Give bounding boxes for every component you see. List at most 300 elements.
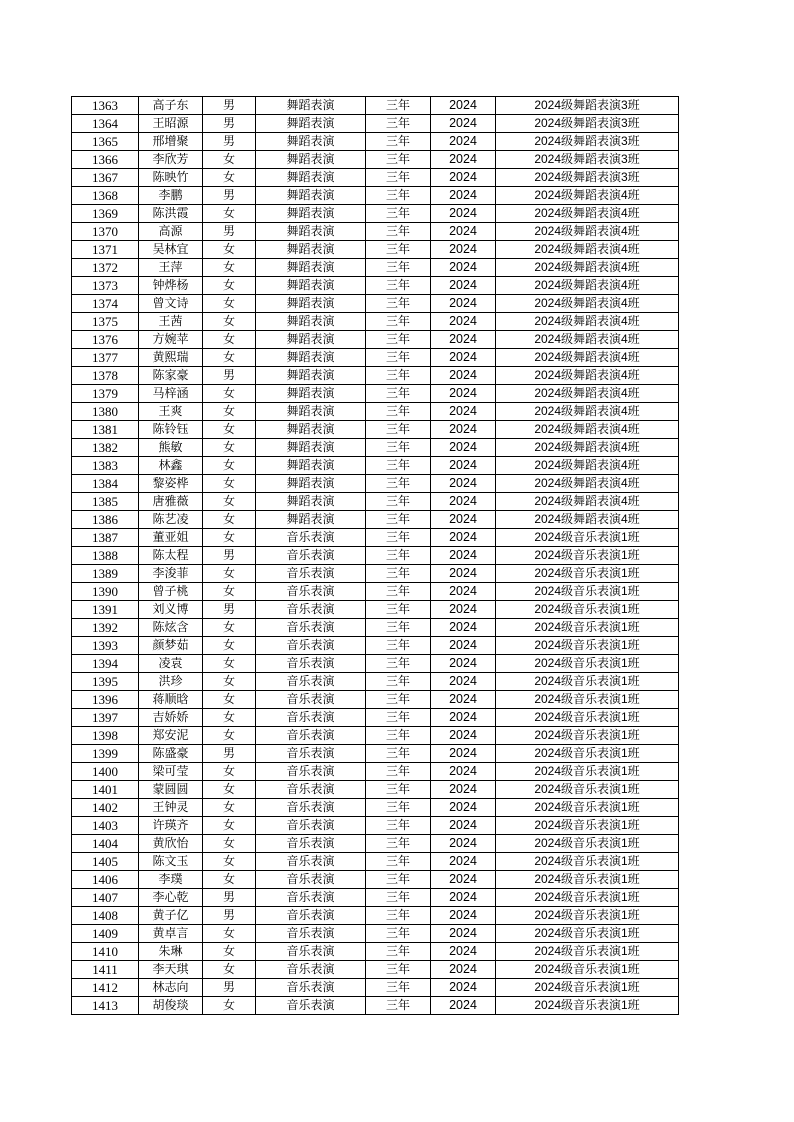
cell-year: 2024 xyxy=(431,331,496,349)
cell-number: 1402 xyxy=(72,799,139,817)
cell-number: 1372 xyxy=(72,259,139,277)
cell-year: 2024 xyxy=(431,763,496,781)
cell-duration: 三年 xyxy=(366,637,431,655)
cell-year: 2024 xyxy=(431,385,496,403)
cell-duration: 三年 xyxy=(366,97,431,115)
cell-major: 舞蹈表演 xyxy=(256,349,366,367)
table-row xyxy=(72,133,679,151)
cell-name: 朱琳 xyxy=(139,943,203,961)
table-row xyxy=(72,331,679,349)
cell-duration: 三年 xyxy=(366,511,431,529)
cell-duration: 三年 xyxy=(366,619,431,637)
cell-class: 2024级舞蹈表演4班 xyxy=(496,385,679,403)
cell-major: 舞蹈表演 xyxy=(256,133,366,151)
cell-gender: 女 xyxy=(203,169,256,187)
cell-gender: 女 xyxy=(203,619,256,637)
cell-duration: 三年 xyxy=(366,817,431,835)
cell-class: 2024级舞蹈表演3班 xyxy=(496,169,679,187)
cell-major: 舞蹈表演 xyxy=(256,169,366,187)
cell-gender: 女 xyxy=(203,655,256,673)
cell-number: 1396 xyxy=(72,691,139,709)
table-row xyxy=(72,241,679,259)
cell-duration: 三年 xyxy=(366,925,431,943)
cell-name: 高子东 xyxy=(139,97,203,115)
cell-gender: 女 xyxy=(203,673,256,691)
cell-name: 王茜 xyxy=(139,313,203,331)
cell-name: 陈炫含 xyxy=(139,619,203,637)
cell-gender: 男 xyxy=(203,745,256,763)
cell-gender: 女 xyxy=(203,763,256,781)
cell-duration: 三年 xyxy=(366,961,431,979)
table-row xyxy=(72,565,679,583)
cell-year: 2024 xyxy=(431,421,496,439)
cell-year: 2024 xyxy=(431,745,496,763)
cell-number: 1364 xyxy=(72,115,139,133)
cell-number: 1383 xyxy=(72,457,139,475)
cell-class: 2024级音乐表演1班 xyxy=(496,619,679,637)
table-row xyxy=(72,745,679,763)
cell-name: 吴林宜 xyxy=(139,241,203,259)
cell-major: 舞蹈表演 xyxy=(256,187,366,205)
cell-major: 舞蹈表演 xyxy=(256,277,366,295)
cell-duration: 三年 xyxy=(366,907,431,925)
cell-major: 舞蹈表演 xyxy=(256,223,366,241)
cell-year: 2024 xyxy=(431,799,496,817)
table-row xyxy=(72,943,679,961)
cell-major: 音乐表演 xyxy=(256,907,366,925)
cell-class: 2024级音乐表演1班 xyxy=(496,727,679,745)
table-row xyxy=(72,313,679,331)
cell-gender: 女 xyxy=(203,277,256,295)
cell-name: 陈艺凌 xyxy=(139,511,203,529)
cell-class: 2024级舞蹈表演4班 xyxy=(496,493,679,511)
cell-major: 音乐表演 xyxy=(256,691,366,709)
cell-number: 1386 xyxy=(72,511,139,529)
cell-class: 2024级音乐表演1班 xyxy=(496,907,679,925)
cell-duration: 三年 xyxy=(366,223,431,241)
cell-major: 舞蹈表演 xyxy=(256,241,366,259)
table-row xyxy=(72,367,679,385)
cell-class: 2024级舞蹈表演4班 xyxy=(496,241,679,259)
cell-year: 2024 xyxy=(431,961,496,979)
cell-year: 2024 xyxy=(431,169,496,187)
cell-class: 2024级舞蹈表演4班 xyxy=(496,295,679,313)
cell-duration: 三年 xyxy=(366,187,431,205)
table-row xyxy=(72,817,679,835)
cell-duration: 三年 xyxy=(366,601,431,619)
cell-duration: 三年 xyxy=(366,151,431,169)
cell-major: 音乐表演 xyxy=(256,943,366,961)
cell-class: 2024级音乐表演1班 xyxy=(496,601,679,619)
cell-major: 音乐表演 xyxy=(256,817,366,835)
table-row xyxy=(72,277,679,295)
cell-year: 2024 xyxy=(431,277,496,295)
table-row xyxy=(72,457,679,475)
cell-name: 董亚姐 xyxy=(139,529,203,547)
cell-major: 舞蹈表演 xyxy=(256,97,366,115)
cell-name: 王爽 xyxy=(139,403,203,421)
cell-duration: 三年 xyxy=(366,763,431,781)
cell-name: 蒙圆圆 xyxy=(139,781,203,799)
cell-gender: 女 xyxy=(203,385,256,403)
cell-year: 2024 xyxy=(431,907,496,925)
cell-gender: 女 xyxy=(203,583,256,601)
cell-gender: 男 xyxy=(203,889,256,907)
cell-name: 李心乾 xyxy=(139,889,203,907)
cell-year: 2024 xyxy=(431,691,496,709)
table-row xyxy=(72,385,679,403)
cell-year: 2024 xyxy=(431,187,496,205)
cell-class: 2024级音乐表演1班 xyxy=(496,979,679,997)
cell-name: 陈盛豪 xyxy=(139,745,203,763)
cell-duration: 三年 xyxy=(366,727,431,745)
cell-name: 李天琪 xyxy=(139,961,203,979)
cell-major: 舞蹈表演 xyxy=(256,475,366,493)
cell-duration: 三年 xyxy=(366,205,431,223)
cell-class: 2024级舞蹈表演4班 xyxy=(496,259,679,277)
cell-name: 唐雅薇 xyxy=(139,493,203,511)
cell-class: 2024级舞蹈表演4班 xyxy=(496,205,679,223)
cell-year: 2024 xyxy=(431,313,496,331)
cell-class: 2024级舞蹈表演3班 xyxy=(496,97,679,115)
cell-duration: 三年 xyxy=(366,169,431,187)
cell-gender: 男 xyxy=(203,115,256,133)
cell-number: 1373 xyxy=(72,277,139,295)
cell-name: 高源 xyxy=(139,223,203,241)
cell-gender: 男 xyxy=(203,907,256,925)
cell-number: 1382 xyxy=(72,439,139,457)
cell-name: 郑安泥 xyxy=(139,727,203,745)
cell-duration: 三年 xyxy=(366,241,431,259)
cell-major: 舞蹈表演 xyxy=(256,313,366,331)
cell-year: 2024 xyxy=(431,259,496,277)
cell-year: 2024 xyxy=(431,565,496,583)
cell-class: 2024级音乐表演1班 xyxy=(496,763,679,781)
table-row xyxy=(72,637,679,655)
cell-year: 2024 xyxy=(431,997,496,1015)
cell-name: 陈洪霞 xyxy=(139,205,203,223)
cell-gender: 女 xyxy=(203,475,256,493)
cell-class: 2024级音乐表演1班 xyxy=(496,961,679,979)
cell-gender: 女 xyxy=(203,709,256,727)
cell-number: 1366 xyxy=(72,151,139,169)
cell-major: 音乐表演 xyxy=(256,763,366,781)
cell-major: 音乐表演 xyxy=(256,709,366,727)
cell-year: 2024 xyxy=(431,637,496,655)
cell-major: 音乐表演 xyxy=(256,745,366,763)
cell-duration: 三年 xyxy=(366,439,431,457)
cell-year: 2024 xyxy=(431,457,496,475)
table-row xyxy=(72,727,679,745)
cell-name: 黄欣怡 xyxy=(139,835,203,853)
cell-year: 2024 xyxy=(431,223,496,241)
cell-number: 1391 xyxy=(72,601,139,619)
cell-number: 1398 xyxy=(72,727,139,745)
cell-major: 舞蹈表演 xyxy=(256,457,366,475)
cell-number: 1395 xyxy=(72,673,139,691)
cell-gender: 女 xyxy=(203,403,256,421)
cell-name: 曾文诗 xyxy=(139,295,203,313)
table-row xyxy=(72,907,679,925)
table-row xyxy=(72,439,679,457)
cell-duration: 三年 xyxy=(366,259,431,277)
cell-duration: 三年 xyxy=(366,853,431,871)
cell-name: 李浚菲 xyxy=(139,565,203,583)
cell-gender: 女 xyxy=(203,817,256,835)
cell-class: 2024级舞蹈表演4班 xyxy=(496,349,679,367)
cell-major: 舞蹈表演 xyxy=(256,385,366,403)
table-row xyxy=(72,979,679,997)
cell-duration: 三年 xyxy=(366,889,431,907)
cell-class: 2024级舞蹈表演4班 xyxy=(496,457,679,475)
cell-major: 音乐表演 xyxy=(256,835,366,853)
cell-name: 曾子桃 xyxy=(139,583,203,601)
cell-gender: 男 xyxy=(203,979,256,997)
cell-name: 蒋顺晗 xyxy=(139,691,203,709)
table-row xyxy=(72,187,679,205)
cell-gender: 女 xyxy=(203,457,256,475)
cell-major: 舞蹈表演 xyxy=(256,493,366,511)
cell-number: 1375 xyxy=(72,313,139,331)
cell-duration: 三年 xyxy=(366,133,431,151)
cell-name: 钟烨杨 xyxy=(139,277,203,295)
cell-name: 王昭源 xyxy=(139,115,203,133)
cell-year: 2024 xyxy=(431,655,496,673)
table-row xyxy=(72,529,679,547)
cell-number: 1392 xyxy=(72,619,139,637)
cell-name: 黄卓言 xyxy=(139,925,203,943)
table-row xyxy=(72,115,679,133)
cell-number: 1389 xyxy=(72,565,139,583)
table-row xyxy=(72,583,679,601)
cell-major: 舞蹈表演 xyxy=(256,331,366,349)
cell-year: 2024 xyxy=(431,493,496,511)
cell-number: 1411 xyxy=(72,961,139,979)
table-row xyxy=(72,691,679,709)
cell-class: 2024级音乐表演1班 xyxy=(496,889,679,907)
cell-class: 2024级音乐表演1班 xyxy=(496,925,679,943)
cell-number: 1388 xyxy=(72,547,139,565)
cell-number: 1363 xyxy=(72,97,139,115)
cell-class: 2024级音乐表演1班 xyxy=(496,817,679,835)
cell-name: 李鹏 xyxy=(139,187,203,205)
cell-duration: 三年 xyxy=(366,871,431,889)
cell-duration: 三年 xyxy=(366,799,431,817)
cell-year: 2024 xyxy=(431,979,496,997)
cell-name: 刘义博 xyxy=(139,601,203,619)
cell-duration: 三年 xyxy=(366,979,431,997)
cell-year: 2024 xyxy=(431,835,496,853)
cell-name: 陈家豪 xyxy=(139,367,203,385)
cell-number: 1409 xyxy=(72,925,139,943)
cell-duration: 三年 xyxy=(366,565,431,583)
cell-gender: 女 xyxy=(203,853,256,871)
cell-major: 音乐表演 xyxy=(256,871,366,889)
cell-duration: 三年 xyxy=(366,331,431,349)
cell-class: 2024级舞蹈表演3班 xyxy=(496,151,679,169)
cell-major: 音乐表演 xyxy=(256,637,366,655)
cell-major: 舞蹈表演 xyxy=(256,259,366,277)
table-row xyxy=(72,835,679,853)
cell-name: 李欣芳 xyxy=(139,151,203,169)
cell-gender: 女 xyxy=(203,295,256,313)
cell-major: 舞蹈表演 xyxy=(256,295,366,313)
table-row xyxy=(72,799,679,817)
cell-year: 2024 xyxy=(431,349,496,367)
cell-duration: 三年 xyxy=(366,277,431,295)
table-row xyxy=(72,547,679,565)
cell-gender: 女 xyxy=(203,961,256,979)
cell-duration: 三年 xyxy=(366,403,431,421)
table-row xyxy=(72,493,679,511)
cell-major: 音乐表演 xyxy=(256,673,366,691)
cell-year: 2024 xyxy=(431,295,496,313)
cell-gender: 女 xyxy=(203,439,256,457)
cell-major: 舞蹈表演 xyxy=(256,115,366,133)
cell-major: 音乐表演 xyxy=(256,799,366,817)
table-row xyxy=(72,925,679,943)
cell-duration: 三年 xyxy=(366,313,431,331)
cell-class: 2024级舞蹈表演4班 xyxy=(496,187,679,205)
cell-gender: 女 xyxy=(203,349,256,367)
cell-gender: 女 xyxy=(203,259,256,277)
cell-major: 音乐表演 xyxy=(256,925,366,943)
cell-major: 舞蹈表演 xyxy=(256,403,366,421)
cell-duration: 三年 xyxy=(366,943,431,961)
cell-name: 李璞 xyxy=(139,871,203,889)
table-row xyxy=(72,97,679,115)
table-row xyxy=(72,295,679,313)
cell-gender: 女 xyxy=(203,799,256,817)
cell-major: 音乐表演 xyxy=(256,529,366,547)
cell-duration: 三年 xyxy=(366,367,431,385)
cell-year: 2024 xyxy=(431,439,496,457)
cell-major: 音乐表演 xyxy=(256,583,366,601)
cell-year: 2024 xyxy=(431,871,496,889)
cell-gender: 女 xyxy=(203,529,256,547)
cell-class: 2024级音乐表演1班 xyxy=(496,997,679,1015)
cell-number: 1384 xyxy=(72,475,139,493)
cell-year: 2024 xyxy=(431,601,496,619)
cell-number: 1400 xyxy=(72,763,139,781)
table-row xyxy=(72,997,679,1015)
cell-gender: 女 xyxy=(203,511,256,529)
cell-name: 洪珍 xyxy=(139,673,203,691)
table-row xyxy=(72,871,679,889)
cell-class: 2024级舞蹈表演4班 xyxy=(496,421,679,439)
cell-year: 2024 xyxy=(431,241,496,259)
cell-year: 2024 xyxy=(431,781,496,799)
cell-name: 胡俊琰 xyxy=(139,997,203,1015)
cell-year: 2024 xyxy=(431,727,496,745)
table-row xyxy=(72,781,679,799)
cell-duration: 三年 xyxy=(366,493,431,511)
cell-gender: 女 xyxy=(203,331,256,349)
cell-class: 2024级舞蹈表演4班 xyxy=(496,439,679,457)
cell-class: 2024级音乐表演1班 xyxy=(496,853,679,871)
cell-class: 2024级音乐表演1班 xyxy=(496,799,679,817)
table-row xyxy=(72,763,679,781)
cell-gender: 女 xyxy=(203,781,256,799)
cell-name: 黄熙瑞 xyxy=(139,349,203,367)
cell-name: 王钟灵 xyxy=(139,799,203,817)
cell-number: 1365 xyxy=(72,133,139,151)
cell-number: 1412 xyxy=(72,979,139,997)
table-row xyxy=(72,475,679,493)
cell-major: 音乐表演 xyxy=(256,727,366,745)
cell-class: 2024级音乐表演1班 xyxy=(496,745,679,763)
table-row xyxy=(72,169,679,187)
cell-gender: 男 xyxy=(203,601,256,619)
cell-class: 2024级音乐表演1班 xyxy=(496,835,679,853)
cell-year: 2024 xyxy=(431,367,496,385)
cell-class: 2024级音乐表演1班 xyxy=(496,565,679,583)
cell-year: 2024 xyxy=(431,925,496,943)
cell-gender: 女 xyxy=(203,943,256,961)
cell-gender: 女 xyxy=(203,925,256,943)
cell-year: 2024 xyxy=(431,475,496,493)
cell-name: 黎姿桦 xyxy=(139,475,203,493)
cell-year: 2024 xyxy=(431,151,496,169)
cell-number: 1385 xyxy=(72,493,139,511)
cell-number: 1379 xyxy=(72,385,139,403)
cell-duration: 三年 xyxy=(366,673,431,691)
cell-duration: 三年 xyxy=(366,529,431,547)
cell-duration: 三年 xyxy=(366,421,431,439)
cell-gender: 女 xyxy=(203,835,256,853)
student-roster-table xyxy=(71,96,679,1015)
cell-duration: 三年 xyxy=(366,385,431,403)
cell-number: 1370 xyxy=(72,223,139,241)
cell-number: 1381 xyxy=(72,421,139,439)
cell-gender: 女 xyxy=(203,493,256,511)
table-row xyxy=(72,655,679,673)
cell-year: 2024 xyxy=(431,115,496,133)
table-row xyxy=(72,421,679,439)
cell-number: 1394 xyxy=(72,655,139,673)
cell-duration: 三年 xyxy=(366,691,431,709)
cell-major: 音乐表演 xyxy=(256,601,366,619)
cell-number: 1397 xyxy=(72,709,139,727)
cell-number: 1390 xyxy=(72,583,139,601)
cell-gender: 男 xyxy=(203,187,256,205)
cell-name: 梁可莹 xyxy=(139,763,203,781)
cell-gender: 女 xyxy=(203,151,256,169)
cell-number: 1374 xyxy=(72,295,139,313)
cell-name: 林志向 xyxy=(139,979,203,997)
cell-gender: 女 xyxy=(203,421,256,439)
cell-year: 2024 xyxy=(431,511,496,529)
cell-year: 2024 xyxy=(431,583,496,601)
table-row xyxy=(72,709,679,727)
cell-class: 2024级舞蹈表演4班 xyxy=(496,331,679,349)
cell-duration: 三年 xyxy=(366,709,431,727)
cell-duration: 三年 xyxy=(366,349,431,367)
cell-name: 熊敏 xyxy=(139,439,203,457)
table-row xyxy=(72,349,679,367)
cell-major: 舞蹈表演 xyxy=(256,205,366,223)
cell-duration: 三年 xyxy=(366,835,431,853)
cell-number: 1407 xyxy=(72,889,139,907)
cell-number: 1404 xyxy=(72,835,139,853)
table-row xyxy=(72,853,679,871)
cell-class: 2024级音乐表演1班 xyxy=(496,583,679,601)
cell-major: 音乐表演 xyxy=(256,781,366,799)
cell-year: 2024 xyxy=(431,853,496,871)
cell-number: 1387 xyxy=(72,529,139,547)
cell-year: 2024 xyxy=(431,943,496,961)
cell-class: 2024级舞蹈表演4班 xyxy=(496,223,679,241)
